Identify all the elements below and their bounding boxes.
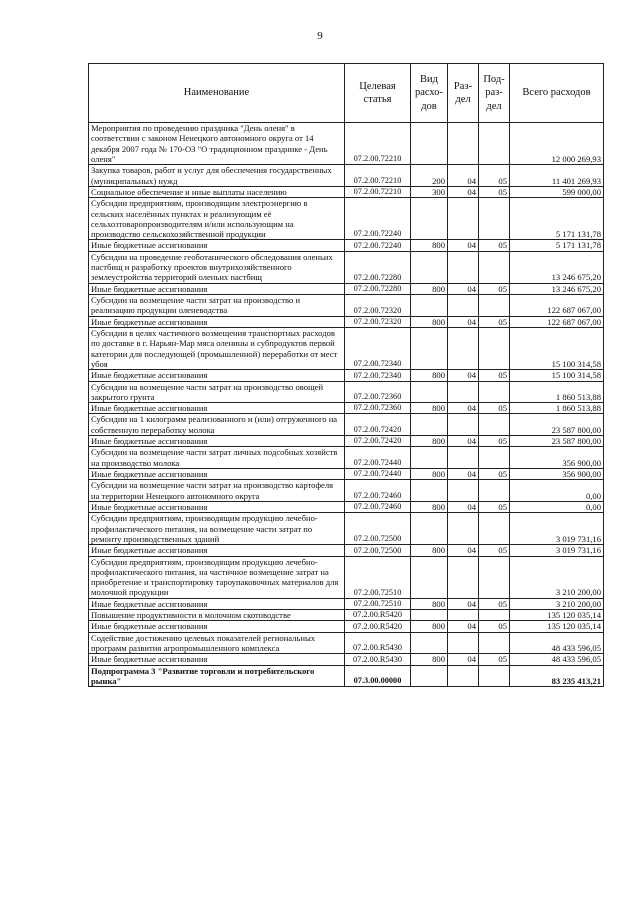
row-subsection	[479, 447, 510, 469]
row-total: 15 100 314,58	[510, 327, 604, 369]
row-subsection: 05	[479, 240, 510, 251]
row-total: 15 100 314,58	[510, 370, 604, 381]
row-name: Субсидии на возмещение части затрат личных подсобных хозяйств на производство молока	[89, 447, 345, 469]
row-name: Социальное обеспечение и иные выплаты населению	[89, 186, 345, 197]
row-target-article: 07.2.00.72510	[345, 556, 411, 598]
row-subsection	[479, 295, 510, 317]
row-expense-type: 800	[411, 370, 448, 381]
header-subsection: Под-раз-дел	[479, 64, 510, 123]
row-target-article: 07.2.00.R5420	[345, 610, 411, 621]
row-name: Иные бюджетные ассигнования	[89, 240, 345, 251]
row-total: 0,00	[510, 501, 604, 512]
header-target-article: Целевая статья	[345, 64, 411, 123]
row-name: Иные бюджетные ассигнования	[89, 501, 345, 512]
row-section	[448, 665, 479, 687]
row-expense-type: 800	[411, 316, 448, 327]
row-subsection: 05	[479, 186, 510, 197]
row-expense-type: 800	[411, 501, 448, 512]
table-row	[89, 198, 604, 240]
row-subsection: 05	[479, 598, 510, 609]
row-section	[448, 556, 479, 598]
row-target-article: 07.2.00.R5420	[345, 621, 411, 632]
table-row	[89, 480, 604, 502]
row-expense-type: 800	[411, 283, 448, 294]
row-section	[448, 447, 479, 469]
row-section: 04	[448, 469, 479, 480]
row-expense-type	[411, 610, 448, 621]
row-name: Иные бюджетные ассигнования	[89, 654, 345, 665]
row-target-article: 07.2.00.72440	[345, 447, 411, 469]
row-subsection	[479, 610, 510, 621]
row-name: Иные бюджетные ассигнования	[89, 436, 345, 447]
table-row	[89, 165, 604, 187]
row-total: 3 019 731,16	[510, 545, 604, 556]
row-target-article: 07.2.00.72420	[345, 436, 411, 447]
row-expense-type	[411, 556, 448, 598]
table-row	[89, 556, 604, 598]
row-section	[448, 198, 479, 240]
row-total: 356 900,00	[510, 469, 604, 480]
row-subsection	[479, 198, 510, 240]
table-row	[89, 403, 604, 414]
row-section	[448, 513, 479, 545]
row-subsection: 05	[479, 370, 510, 381]
row-name: Субсидии предприятиям, производящим продукцию лечебно-профилактического питания, на возмещение части затрат по ремонту производственных зданий	[89, 513, 345, 545]
row-name: Иные бюджетные ассигнования	[89, 370, 345, 381]
row-total: 3 019 731,16	[510, 513, 604, 545]
row-section: 04	[448, 316, 479, 327]
row-target-article: 07.2.00.72440	[345, 469, 411, 480]
row-expense-type	[411, 295, 448, 317]
row-target-article: 07.2.00.R5430	[345, 654, 411, 665]
row-target-article: 07.2.00.72460	[345, 501, 411, 512]
row-total: 13 246 675,20	[510, 251, 604, 283]
table-row	[89, 436, 604, 447]
row-section: 04	[448, 654, 479, 665]
table-row	[89, 621, 604, 632]
row-target-article: 07.2.00.72510	[345, 598, 411, 609]
row-subsection: 05	[479, 545, 510, 556]
row-expense-type	[411, 414, 448, 436]
row-target-article: 07.2.00.72340	[345, 327, 411, 369]
row-subsection	[479, 513, 510, 545]
row-target-article: 07.2.00.72360	[345, 403, 411, 414]
row-subsection: 05	[479, 403, 510, 414]
row-expense-type	[411, 513, 448, 545]
table-row	[89, 381, 604, 403]
row-total: 23 587 800,00	[510, 414, 604, 436]
row-subsection	[479, 123, 510, 165]
row-subsection: 05	[479, 165, 510, 187]
table-row	[89, 447, 604, 469]
row-target-article: 07.2.00.72420	[345, 414, 411, 436]
row-target-article: 07.2.00.72360	[345, 381, 411, 403]
row-subsection: 05	[479, 501, 510, 512]
table-row	[89, 610, 604, 621]
header-total: Всего расходов	[510, 64, 604, 123]
row-section: 04	[448, 165, 479, 187]
row-expense-type: 300	[411, 186, 448, 197]
table-body	[89, 123, 604, 687]
row-name: Субсидии в целях частичного возмещения транспортных расходов по доставке в г. Нарьян-Мар мяса оленины и субпродуктов первой категории для последующей (промышленной) переработки от мест убоя	[89, 327, 345, 369]
row-target-article: 07.2.00.72320	[345, 295, 411, 317]
row-subsection	[479, 327, 510, 369]
row-section: 04	[448, 598, 479, 609]
budget-table	[88, 63, 604, 687]
row-section	[448, 480, 479, 502]
row-name: Иные бюджетные ассигнования	[89, 316, 345, 327]
row-section: 04	[448, 370, 479, 381]
table-row	[89, 370, 604, 381]
row-name: Подпрограмма 3 "Развитие торговли и потребительского рынка"	[89, 665, 345, 687]
row-target-article: 07.2.00.72240	[345, 198, 411, 240]
row-name: Иные бюджетные ассигнования	[89, 621, 345, 632]
row-target-article: 07.2.00.72210	[345, 165, 411, 187]
row-target-article: 07.2.00.72500	[345, 513, 411, 545]
row-target-article: 07.3.00.00000	[345, 665, 411, 687]
row-section: 04	[448, 240, 479, 251]
row-expense-type	[411, 480, 448, 502]
row-section: 04	[448, 501, 479, 512]
table-row	[89, 186, 604, 197]
row-expense-type	[411, 632, 448, 654]
row-name: Субсидии на 1 килограмм реализованного и (или) отгруженного на собственную переработку молока	[89, 414, 345, 436]
row-expense-type	[411, 251, 448, 283]
row-expense-type	[411, 327, 448, 369]
table-row	[89, 598, 604, 609]
row-expense-type	[411, 447, 448, 469]
row-target-article: 07.2.00.72320	[345, 316, 411, 327]
row-target-article: 07.2.00.72500	[345, 545, 411, 556]
row-target-article: 07.2.00.72240	[345, 240, 411, 251]
row-name: Содействие достижению целевых показателей региональных программ развития агропромышленного комплекса	[89, 632, 345, 654]
row-target-article: 07.2.00.72280	[345, 251, 411, 283]
row-section: 04	[448, 186, 479, 197]
table-row	[89, 632, 604, 654]
row-target-article: 07.2.00.R5430	[345, 632, 411, 654]
header-section: Раз-дел	[448, 64, 479, 123]
row-expense-type	[411, 198, 448, 240]
row-subsection	[479, 414, 510, 436]
row-name: Субсидии на возмещение части затрат на производство овощей закрытого грунта	[89, 381, 345, 403]
row-total: 48 433 596,05	[510, 632, 604, 654]
header-row	[89, 64, 604, 123]
row-expense-type: 200	[411, 165, 448, 187]
table-row	[89, 251, 604, 283]
row-expense-type: 800	[411, 436, 448, 447]
row-subsection: 05	[479, 283, 510, 294]
row-total: 23 587 800,00	[510, 436, 604, 447]
row-total: 356 900,00	[510, 447, 604, 469]
row-section: 04	[448, 403, 479, 414]
row-subsection: 05	[479, 469, 510, 480]
row-name: Субсидии на возмещение части затрат на производство картофеля на территории Ненецкого автономного округа	[89, 480, 345, 502]
row-total: 122 687 067,00	[510, 316, 604, 327]
row-total: 599 000,00	[510, 186, 604, 197]
header-name: Наименование	[89, 64, 345, 123]
table-row	[89, 316, 604, 327]
row-name: Иные бюджетные ассигнования	[89, 469, 345, 480]
table-row	[89, 513, 604, 545]
row-expense-type: 800	[411, 469, 448, 480]
row-total: 12 000 269,93	[510, 123, 604, 165]
row-section: 04	[448, 436, 479, 447]
table-row	[89, 501, 604, 512]
row-target-article: 07.2.00.72280	[345, 283, 411, 294]
table-row	[89, 545, 604, 556]
row-name: Иные бюджетные ассигнования	[89, 403, 345, 414]
row-total: 48 433 596,05	[510, 654, 604, 665]
row-subsection	[479, 251, 510, 283]
row-subsection: 05	[479, 621, 510, 632]
table-row	[89, 123, 604, 165]
row-target-article: 07.2.00.72210	[345, 123, 411, 165]
row-section	[448, 123, 479, 165]
row-expense-type: 800	[411, 654, 448, 665]
table-row	[89, 240, 604, 251]
row-name: Иные бюджетные ассигнования	[89, 283, 345, 294]
row-name: Мероприятия по проведению праздника "День оленя" в соответствии с законом Ненецкого автономного округа от 14 декабря 2007 года № 170-ОЗ "О традиционном празднике - День оленя"	[89, 123, 345, 165]
row-expense-type	[411, 123, 448, 165]
row-name: Субсидии предприятиям, производящим продукцию лечебно-профилактического питания, на частичное возмещение затрат на приобретение и транспортировку тароупаковочных материалов для молочной продукции	[89, 556, 345, 598]
row-section	[448, 327, 479, 369]
table-row	[89, 654, 604, 665]
row-expense-type: 800	[411, 240, 448, 251]
row-target-article: 07.2.00.72340	[345, 370, 411, 381]
row-subsection: 05	[479, 654, 510, 665]
table-row	[89, 295, 604, 317]
row-section: 04	[448, 283, 479, 294]
row-subsection	[479, 381, 510, 403]
row-total: 1 860 513,88	[510, 381, 604, 403]
row-expense-type: 800	[411, 621, 448, 632]
row-section	[448, 414, 479, 436]
row-name: Иные бюджетные ассигнования	[89, 545, 345, 556]
row-name: Иные бюджетные ассигнования	[89, 598, 345, 609]
row-section	[448, 381, 479, 403]
header-expense-type: Вид расхо-дов	[411, 64, 448, 123]
row-expense-type: 800	[411, 545, 448, 556]
row-name: Субсидии на проведение геоботанического обследования оленьих пастбищ и разработку проектов внутрихозяйственного землеустройства территорий оленьих пастбищ	[89, 251, 345, 283]
row-name: Закупка товаров, работ и услуг для обеспечения государственных (муниципальных) нужд	[89, 165, 345, 187]
row-target-article: 07.2.00.72460	[345, 480, 411, 502]
row-total: 0,00	[510, 480, 604, 502]
row-name: Повышение продуктивности в молочном скотоводстве	[89, 610, 345, 621]
table-row	[89, 414, 604, 436]
table-row	[89, 665, 604, 687]
row-subsection	[479, 632, 510, 654]
row-total: 3 210 200,00	[510, 556, 604, 598]
row-total: 122 687 067,00	[510, 295, 604, 317]
row-subsection	[479, 556, 510, 598]
row-total: 5 171 131,78	[510, 240, 604, 251]
row-expense-type	[411, 665, 448, 687]
page-number: 9	[317, 30, 323, 42]
row-section: 04	[448, 621, 479, 632]
row-total: 11 401 269,93	[510, 165, 604, 187]
row-total: 83 235 413,21	[510, 665, 604, 687]
row-name: Субсидии на возмещение части затрат на производство и реализацию продукции оленеводства	[89, 295, 345, 317]
row-expense-type: 800	[411, 403, 448, 414]
row-section	[448, 610, 479, 621]
row-section	[448, 251, 479, 283]
row-section: 04	[448, 545, 479, 556]
row-subsection: 05	[479, 316, 510, 327]
row-expense-type	[411, 381, 448, 403]
row-name: Субсидии предприятиям, производящим электроэнергию в сельских населённых пунктах и реализующим её сельхозтоваропроизводителям и/или использующим на производство сельскохозяйственной продукции	[89, 198, 345, 240]
row-subsection	[479, 480, 510, 502]
row-total: 3 210 200,00	[510, 598, 604, 609]
row-total: 13 246 675,20	[510, 283, 604, 294]
row-subsection: 05	[479, 436, 510, 447]
row-section	[448, 632, 479, 654]
table-row	[89, 469, 604, 480]
row-expense-type: 800	[411, 598, 448, 609]
row-target-article: 07.2.00.72210	[345, 186, 411, 197]
table-row	[89, 327, 604, 369]
row-total: 135 120 035,14	[510, 610, 604, 621]
row-subsection	[479, 665, 510, 687]
row-total: 135 120 035,14	[510, 621, 604, 632]
row-section	[448, 295, 479, 317]
row-total: 1 860 513,88	[510, 403, 604, 414]
table-row	[89, 283, 604, 294]
row-total: 5 171 131,78	[510, 198, 604, 240]
